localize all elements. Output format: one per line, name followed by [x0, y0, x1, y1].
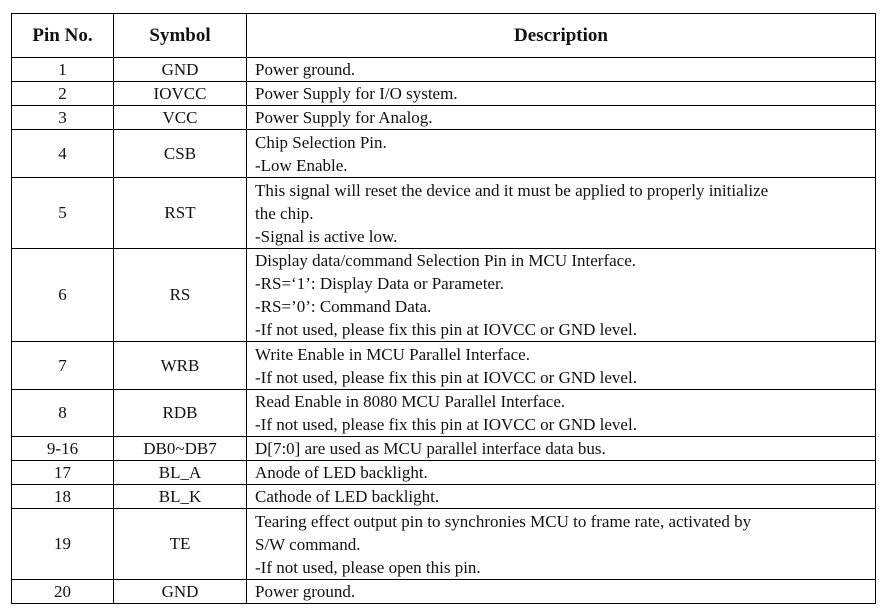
- header-description: Description: [247, 14, 876, 58]
- header-pin-no: Pin No.: [12, 14, 114, 58]
- description-line: -If not used, please fix this pin at IOVCC or GND level.: [255, 320, 637, 339]
- description-line: -RS=’0’: Command Data.: [255, 297, 432, 316]
- table-row: [12, 485, 876, 509]
- description-line: Chip Selection Pin.: [255, 132, 387, 152]
- description-line: D[7:0] are used as MCU parallel interface data bus.: [255, 439, 606, 458]
- description-cell: [247, 509, 876, 580]
- table-row: [12, 249, 876, 342]
- table-row: [12, 390, 876, 437]
- symbol-cell: IOVCC: [114, 82, 247, 106]
- description-cell: [247, 58, 876, 82]
- description-line: Cathode of LED backlight.: [255, 487, 440, 506]
- description-line: Display data/command Selection Pin in MCU Interface.: [255, 251, 636, 270]
- pin-number-cell: 1: [12, 58, 114, 82]
- pin-number-cell: 17: [12, 461, 114, 485]
- description-cell: [247, 178, 876, 249]
- pin-number-cell: 8: [12, 390, 114, 437]
- symbol-cell: CSB: [114, 130, 247, 178]
- table-row: [12, 437, 876, 461]
- symbol-cell: BL_K: [114, 485, 247, 509]
- pin-number-cell: 2: [12, 82, 114, 106]
- pin-number-cell: 6: [12, 249, 114, 342]
- description-line: the chip.: [255, 203, 314, 223]
- symbol-cell: DB0~DB7: [114, 437, 247, 461]
- symbol-cell: GND: [114, 580, 247, 604]
- description-line: Power Supply for I/O system.: [255, 84, 458, 103]
- table-row: [12, 509, 876, 580]
- pin-description-table: [11, 13, 876, 604]
- table-row: [12, 342, 876, 390]
- description-cell: [247, 485, 876, 509]
- description-cell: [247, 82, 876, 106]
- table-row: [12, 461, 876, 485]
- description-line: Tearing effect output pin to synchronies MCU to frame rate, activated by: [255, 511, 752, 531]
- table-row: [12, 580, 876, 604]
- table-row: [12, 178, 876, 249]
- description-line: Power ground.: [255, 582, 356, 601]
- header-symbol: Symbol: [114, 14, 247, 58]
- description-line: -Signal is active low.: [255, 226, 398, 246]
- description-cell: [247, 342, 876, 390]
- pin-number-cell: 19: [12, 509, 114, 580]
- description-line: Write Enable in MCU Parallel Interface.: [255, 344, 530, 364]
- symbol-cell: RST: [114, 178, 247, 249]
- description-line: This signal will reset the device and it must be applied to properly initialize: [255, 180, 769, 200]
- description-cell: [247, 249, 876, 342]
- description-line: -If not used, please fix this pin at IOVCC or GND level.: [255, 367, 637, 387]
- symbol-cell: GND: [114, 58, 247, 82]
- pin-number-cell: 9-16: [12, 437, 114, 461]
- description-cell: [247, 130, 876, 178]
- description-line: Read Enable in 8080 MCU Parallel Interface.: [255, 392, 566, 411]
- description-line: Power ground.: [255, 60, 356, 79]
- symbol-cell: RDB: [114, 390, 247, 437]
- symbol-cell: BL_A: [114, 461, 247, 485]
- description-cell: [247, 390, 876, 437]
- description-line: -Low Enable.: [255, 155, 348, 175]
- symbol-cell: TE: [114, 509, 247, 580]
- pin-number-cell: 5: [12, 178, 114, 249]
- table-row: [12, 82, 876, 106]
- pin-number-cell: 20: [12, 580, 114, 604]
- description-line: Anode of LED backlight.: [255, 463, 428, 482]
- description-line: Power Supply for Analog.: [255, 108, 433, 127]
- pin-number-cell: 7: [12, 342, 114, 390]
- pin-number-cell: 4: [12, 130, 114, 178]
- pin-number-cell: 18: [12, 485, 114, 509]
- description-line: -If not used, please open this pin.: [255, 557, 481, 577]
- header-row: [12, 14, 876, 58]
- description-line: -If not used, please fix this pin at IOVCC or GND level.: [255, 415, 637, 434]
- description-line: S/W command.: [255, 534, 361, 554]
- description-cell: [247, 106, 876, 130]
- pin-number-cell: 3: [12, 106, 114, 130]
- table-row: [12, 58, 876, 82]
- symbol-cell: RS: [114, 249, 247, 342]
- description-line: -RS=‘1’: Display Data or Parameter.: [255, 274, 504, 293]
- symbol-cell: WRB: [114, 342, 247, 390]
- symbol-cell: VCC: [114, 106, 247, 130]
- description-cell: [247, 580, 876, 604]
- table-body: [12, 58, 876, 604]
- description-cell: [247, 437, 876, 461]
- description-cell: [247, 461, 876, 485]
- table-row: [12, 130, 876, 178]
- table-row: [12, 106, 876, 130]
